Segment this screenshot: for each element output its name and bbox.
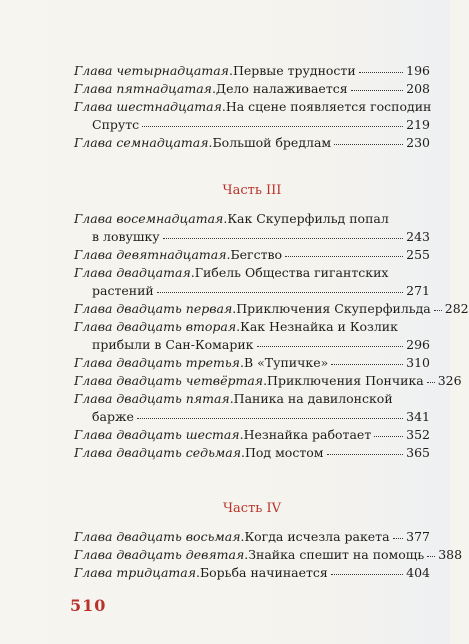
chapter-title: На сцене появляется господин [225, 99, 432, 114]
part-heading-3: Часть III [222, 183, 282, 198]
toc-entry [74, 546, 463, 564]
leader-dots [434, 299, 442, 311]
toc-entry [74, 62, 430, 80]
separator: . [229, 391, 234, 406]
separator: . [223, 211, 228, 226]
leader-dots [351, 79, 404, 91]
chapter-title: Как Скуперфильд попал [227, 211, 389, 226]
chapter-label: Глава двадцать третья [74, 355, 240, 370]
toc-entry [74, 264, 430, 300]
chapter-title-continued: растений [92, 283, 154, 298]
separator: . [263, 373, 268, 388]
page-ref: 296 [406, 337, 430, 352]
chapter-title: Паника на давилонской [233, 391, 393, 406]
leader-dots [334, 133, 403, 145]
page-ref: 404 [406, 565, 430, 580]
chapter-title: Знайка спешит на помощь [248, 547, 425, 562]
toc-block-part2 [74, 62, 430, 152]
toc-entry [74, 246, 430, 264]
page-ref: 282 [444, 301, 469, 316]
chapter-title: Большой бредлам [212, 135, 332, 150]
page-ref: 271 [406, 283, 430, 298]
toc-entry [74, 134, 430, 152]
chapter-label: Глава двадцать восьмая [74, 529, 241, 544]
chapter-label: Глава девятнадцатая [74, 247, 227, 262]
leader-dots [374, 425, 403, 437]
toc-entry [74, 444, 430, 462]
leader-dots [331, 563, 403, 575]
separator: . [226, 247, 231, 262]
leader-dots [285, 245, 403, 257]
chapter-label: Глава двадцать седьмая [74, 445, 241, 460]
page-ref: 230 [406, 135, 430, 150]
toc-entry [74, 372, 462, 390]
chapter-title: Борьба начинается [199, 565, 328, 580]
separator: . [221, 99, 226, 114]
chapter-title: В «Тупичке» [243, 355, 329, 370]
chapter-label: Глава шестнадцатая [74, 99, 222, 114]
chapter-title: Незнайка работает [243, 427, 372, 442]
separator: . [241, 445, 245, 460]
chapter-label: Глава двадцать вторая [74, 319, 237, 334]
separator: . [232, 301, 237, 316]
separator: . [208, 135, 213, 150]
toc-block-part4 [74, 528, 463, 582]
toc-entry [74, 354, 430, 372]
chapter-title: Когда исчезла ракета [244, 529, 390, 544]
separator: . [195, 565, 200, 580]
chapter-label: Глава двадцать четвёртая [74, 373, 264, 388]
chapter-title-continued: Спрутс [92, 117, 140, 132]
chapter-title: Гибель Общества гигантских [194, 265, 389, 280]
toc-entry [74, 210, 430, 246]
separator: . [236, 319, 241, 334]
separator: . [190, 265, 195, 280]
page-ref: 365 [406, 445, 430, 460]
toc-block-part3 [74, 210, 469, 462]
toc-entry [74, 300, 469, 318]
page-ref: 255 [406, 247, 430, 262]
separator: . [239, 427, 244, 442]
chapter-title: Первые трудности [232, 63, 356, 78]
toc-entry [74, 98, 430, 134]
chapter-title: Дело налаживается [215, 81, 348, 96]
chapter-title-continued: в ловушку [92, 229, 160, 244]
leader-dots [393, 527, 404, 539]
chapter-label: Глава двадцать шестая [74, 427, 240, 442]
page-ref: 377 [406, 529, 430, 544]
page-ref: 196 [406, 63, 430, 78]
toc-entry [74, 390, 430, 426]
separator: . [244, 547, 249, 562]
page-ref: 243 [406, 229, 430, 244]
page-ref: 219 [406, 117, 430, 132]
toc-entry [74, 426, 430, 444]
leader-dots [359, 61, 403, 73]
toc-entry [74, 318, 430, 354]
separator: . [211, 81, 216, 96]
leader-dots [327, 443, 404, 455]
chapter-title-continued: барже [92, 409, 134, 424]
chapter-title: Бегство [230, 247, 283, 262]
chapter-label: Глава тридцатая [74, 565, 196, 580]
leader-dots [427, 371, 435, 383]
leader-dots [163, 227, 403, 239]
leader-dots [427, 545, 435, 557]
chapter-label: Глава двадцатая [74, 265, 191, 280]
page-ref: 388 [438, 547, 463, 562]
part-heading-4: Часть IV [222, 501, 281, 516]
chapter-title: Как Незнайка и Козлик [240, 319, 398, 334]
chapter-label: Глава семнадцатая [74, 135, 209, 150]
chapter-label: Глава двадцать пятая [74, 391, 230, 406]
separator: . [228, 63, 233, 78]
page-ref: 352 [406, 427, 430, 442]
leader-dots [157, 281, 403, 293]
chapter-title: Под мостом [244, 445, 324, 460]
page-number: 510 [70, 596, 107, 615]
page-ref: 310 [406, 355, 430, 370]
leader-dots [137, 407, 403, 419]
chapter-title: Приключения Пончика [267, 373, 424, 388]
chapter-label: Глава четырнадцатая [74, 63, 229, 78]
page-ref: 341 [406, 409, 430, 424]
chapter-title-continued: прибыли в Сан-Комарик [92, 337, 254, 352]
leader-dots [257, 335, 404, 347]
separator: . [240, 529, 245, 544]
chapter-label: Глава двадцать девятая [74, 547, 245, 562]
toc-entry [74, 564, 430, 582]
separator: . [239, 355, 244, 370]
chapter-label: Глава двадцать первая [74, 301, 233, 316]
toc-entry [74, 528, 430, 546]
toc-entry [74, 80, 430, 98]
page-ref: 326 [437, 373, 462, 388]
chapter-label: Глава восемнадцатая [74, 211, 224, 226]
chapter-title: Приключения Скуперфильда [236, 301, 431, 316]
leader-dots [142, 115, 403, 127]
chapter-label: Глава пятнадцатая [74, 81, 212, 96]
page-ref: 208 [406, 81, 430, 96]
leader-dots [331, 353, 403, 365]
